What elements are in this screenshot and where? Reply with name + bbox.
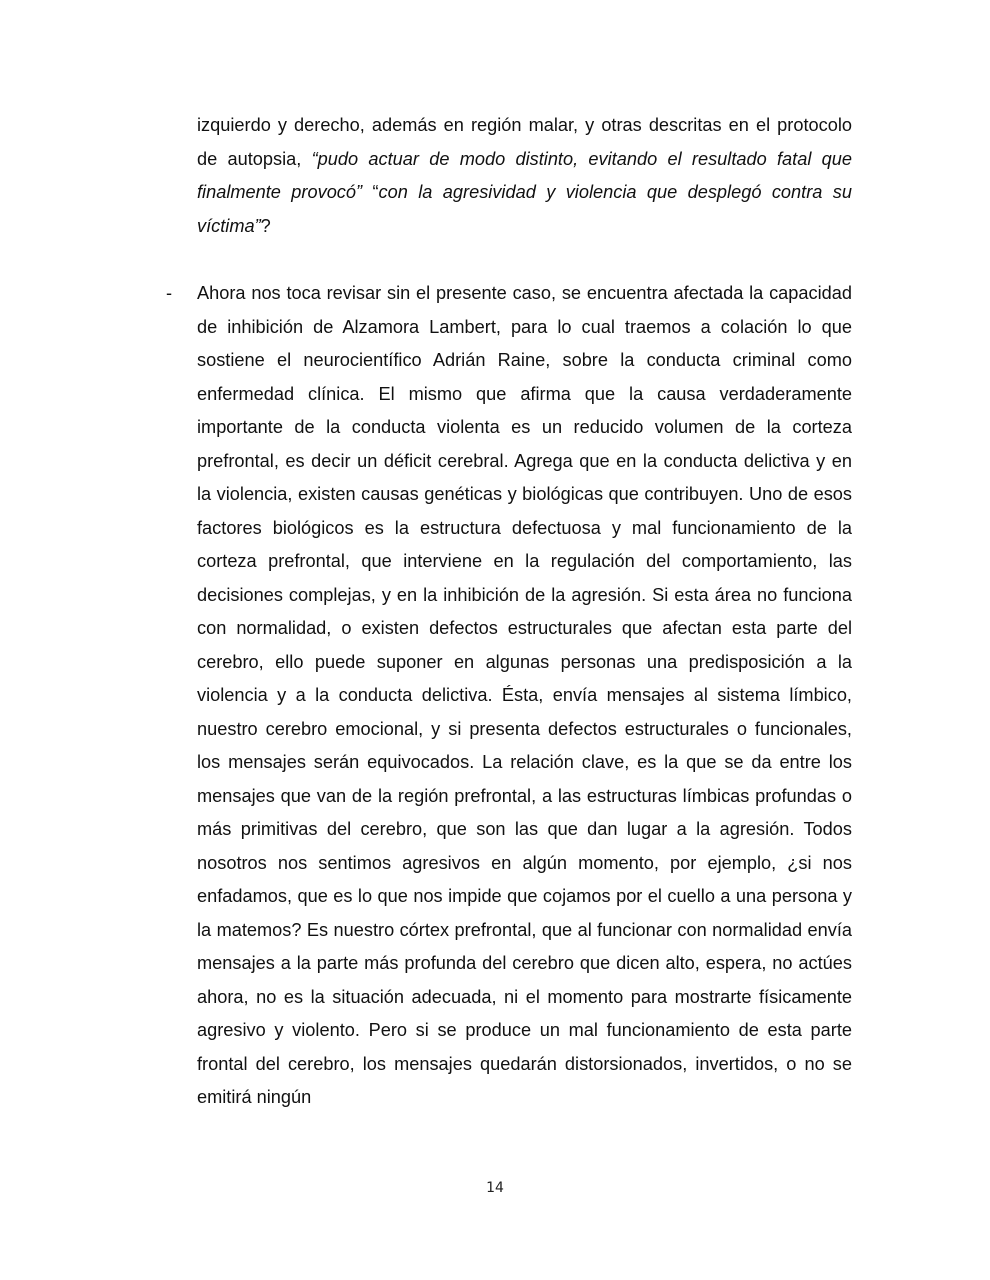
paragraph-text-a: izquierdo y derecho, además en región malar, y otras descritas en el protocolo de autopsia,	[197, 115, 852, 169]
list-item-paragraph: Ahora nos toca revisar sin el presente caso, se encuentra afectada la capacidad de inhibición de Alzamora Lambert, para lo cual traemos a colación lo que sostiene el neurocientífico Adrián Raine, sobre la conducta criminal como enfermedad clínica. El mismo que afirma que la causa verdaderamente importante de la conducta violenta es un reducido volumen de la corteza prefrontal, es decir un déficit cerebral. Agrega que en la conducta delictiva y en la violencia, existen causas genéticas y biológicas que contribuyen. Uno de esos factores biológicos es la estructura defectuosa y mal funcionamiento de la corteza prefrontal, que interviene en la regulación del comportamiento, las decisiones complejas, y en la inhibición de la agresión. Si esta área no funciona con normalidad, o existen defectos estructurales que afectan esta parte del cerebro, ello puede suponer en algunas personas una predisposición a la violencia y a la conducta delictiva. Ésta, envía mensajes al sistema límbico, nuestro cerebro emocional, y si presenta defectos estructurales o funcionales, los mensajes serán equivocados. La relación clave, es la que se da entre los mensajes que van de la región prefrontal, a las estructuras límbicas profundas o más primitivas del cerebro, que son las que dan lugar a la agresión. Todos nosotros nos sentimos agresivos en algún momento, por ejemplo, ¿si nos enfadamos, que es lo que nos impide que cojamos por el cuello a una persona y la matemos? Es nuestro córtex prefrontal, que al funcionar con normalidad envía mensajes a la parte más profunda del cerebro que dicen alto, espera, no actúes ahora, no es la situación adecuada, ni el momento para mostrarte físicamente agresivo y violento. Pero si se produce un mal funcionamiento de esta parte frontal del cerebro, los mensajes quedarán distorsionados, invertidos, o no se emitirá ningún	[197, 283, 852, 1107]
quote-2: con la agresividad y violencia que desplegó contra su víctima”	[197, 182, 852, 236]
page-number: 14	[486, 1180, 504, 1196]
paragraph-continuation	[197, 109, 852, 243]
quote-1: “pudo actuar de modo distinto, evitando el resultado fatal que finalmente provocó”	[197, 148, 852, 202]
list-bullet: -	[166, 283, 173, 303]
paragraph-text-b: “	[362, 182, 379, 202]
paragraph-text-c: ?	[260, 215, 271, 236]
